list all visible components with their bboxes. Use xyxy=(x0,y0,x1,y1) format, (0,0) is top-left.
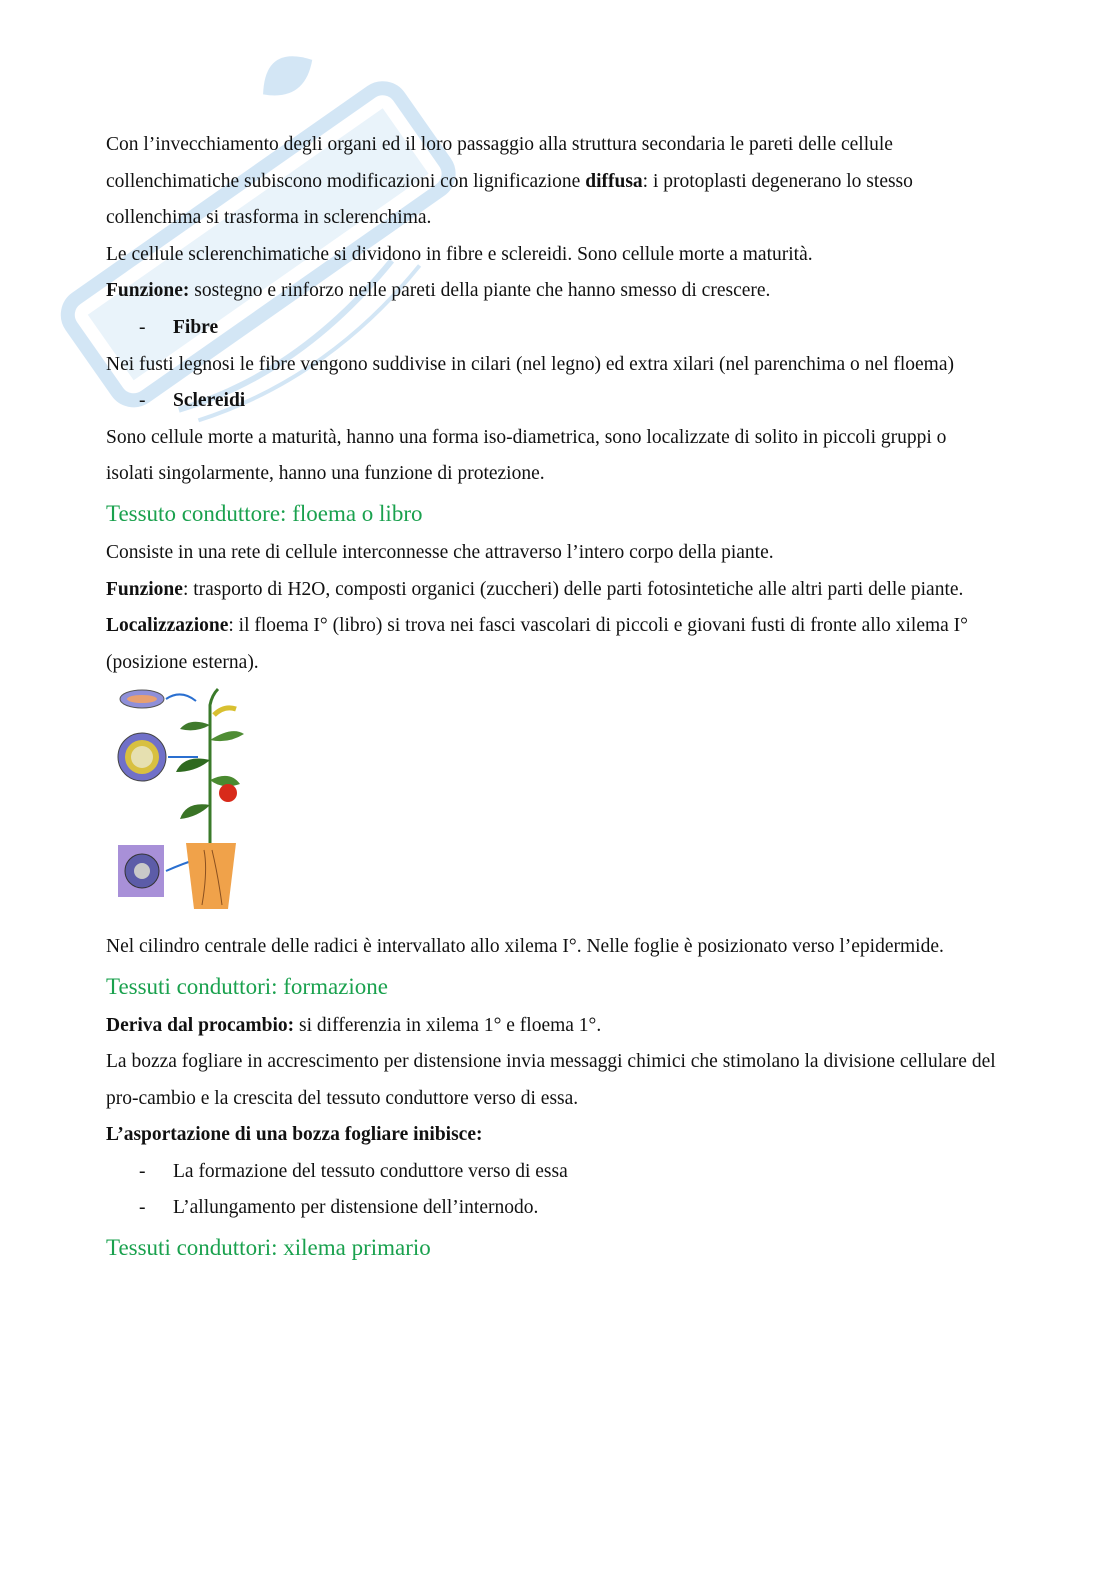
heading-floema: Tessuto conduttore: floema o libro xyxy=(106,500,423,526)
paragraph-sclereidi: Sono cellule morte a maturità, hanno una forma iso-diametrica, sono localizzate di solito in piccoli gruppi o isolati singolarmente, hanno una funzione di protezione. xyxy=(106,426,947,485)
paragraph-asportazione: L’asportazione di una bozza fogliare inibisce: xyxy=(106,1124,483,1146)
list-item: - L’allungamento per distensione dell’internodo. xyxy=(139,1197,539,1219)
paragraph-funzione-2: Funzione: trasporto di H2O, composti organici (zuccheri) delle parti fotosintetiche alle altri parti delle piante. xyxy=(106,578,964,600)
document-body xyxy=(106,127,996,1269)
paragraph-sclerenchima: Le cellule sclerenchimatiche si dividono in fibre e sclereidi. Sono cellule morte a maturità. xyxy=(106,243,813,265)
heading-formazione: Tessuti conduttori: formazione xyxy=(106,973,388,999)
paragraph-floema: Consiste in una rete di cellule interconnesse che attraverso l’intero corpo della piante. xyxy=(106,541,774,563)
list-item: - La formazione del tessuto conduttore verso di essa xyxy=(139,1160,568,1182)
paragraph-localizzazione: Localizzazione: il floema I° (libro) si trova nei fasci vascolari di piccoli e giovani fusti di fronte allo xilema I° (posizione esterna). xyxy=(106,615,968,673)
paragraph-bozza: La bozza fogliare in accrescimento per distensione invia messaggi chimici che stimolano la divisione cellulare del pro-cambio e la crescita del tessuto conduttore verso di essa. xyxy=(106,1051,996,1109)
paragraph-fibre: Nei fusti legnosi le fibre vengono suddivise in cilari (nel legno) ed extra xilari (nel parenchima o nel floema) xyxy=(106,353,954,375)
paragraph-collenchima: Con l’invecchiamento degli organi ed il loro passaggio alla struttura secondaria le pareti delle cellule collenchimatiche subiscono modificazioni con lignificazione diffusa: i protoplasti degenerano lo stesso collenchima si trasforma in sclerenchima. xyxy=(106,134,913,229)
plant-diagram-image xyxy=(106,685,258,913)
paragraph-cilindro: Nel cilindro centrale delle radici è intervallato allo xilema I°. Nelle foglie è posizionato verso l’epidermide. xyxy=(106,935,944,957)
paragraph-funzione-1: Funzione: sostegno e rinforzo nelle pareti della piante che hanno smesso di crescere. xyxy=(106,280,771,302)
paragraph-deriva: Deriva dal procambio: si differenzia in xilema 1° e floema 1°. xyxy=(106,1014,602,1036)
list-item-sclereidi: - Sclereidi xyxy=(139,390,246,412)
heading-xilema: Tessuti conduttori: xilema primario xyxy=(106,1235,431,1261)
list-item-fibre: - Fibre xyxy=(139,316,219,338)
